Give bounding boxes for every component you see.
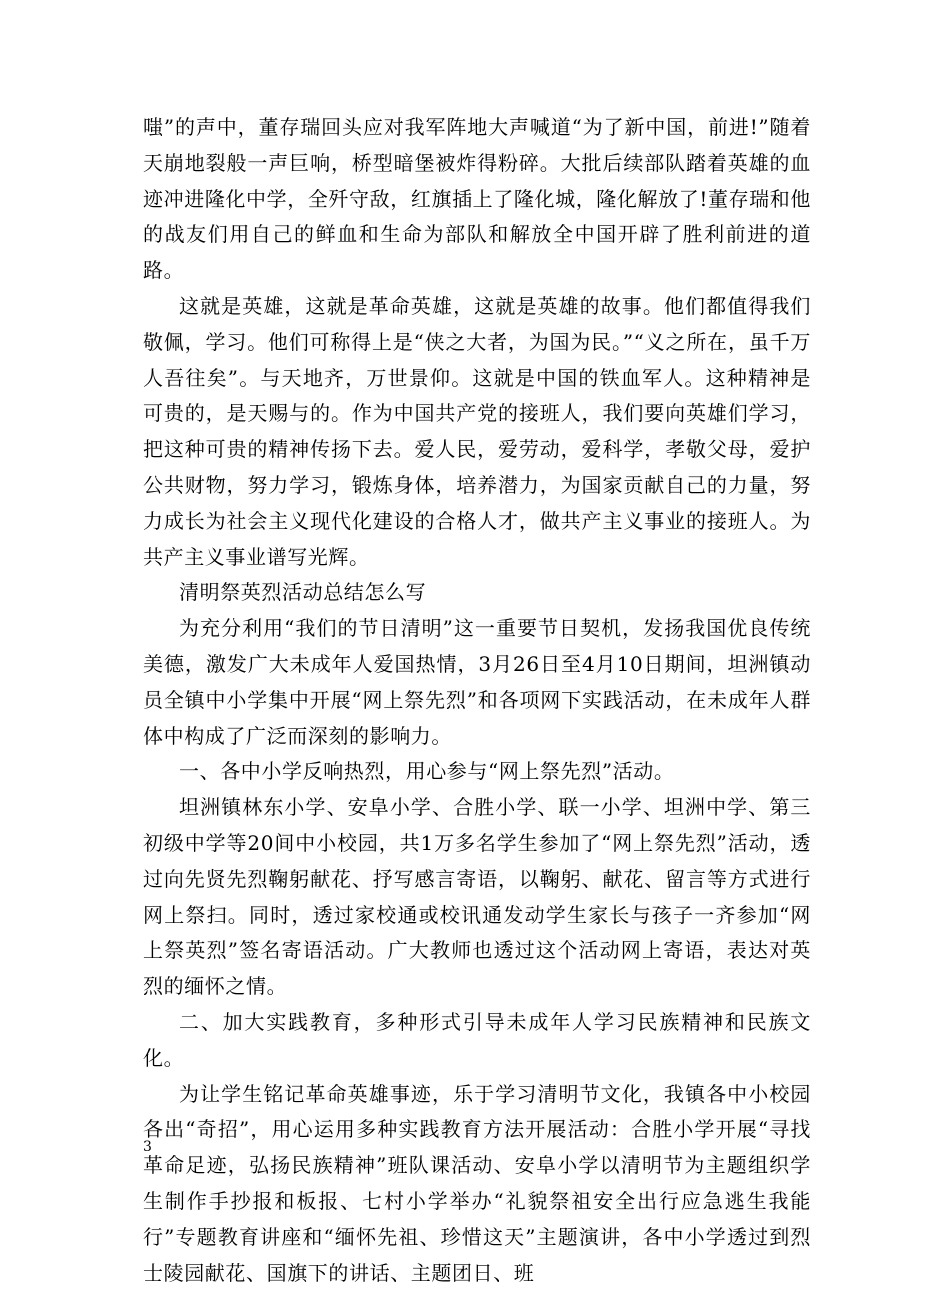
paragraph-online-activity: 坦洲镇林东小学、安阜小学、合胜小学、联一小学、坦洲中学、第三初级中学等20间中小校园，共1万多名学生参加了“网上祭先烈”活动，透过向先贤先烈鞠躬献花、抒写感言寄语，以鞠躬、献花、留言等方式进行网上祭扫。同时，透过家校通或校讯通发动学生家长与孩子一齐参加“网上祭英烈”签名寄语活动。广大教师也透过这个活动网上寄语，表达对英烈的缅怀之情。	[143, 795, 811, 999]
paragraph-summary-intro: 为充分利用“我们的节日清明”这一重要节日契机，发扬我国优良传统美德，激发广大未成年人爱国热情，3月26日至4月10日期间，坦洲镇动员全镇中小学集中开展“网上祭先烈”和各项网下实践活动，在未成年人群体中构成了广泛而深刻的影响力。	[143, 616, 811, 748]
subheading-one: 一、各中小学反响热烈，用心参与“网上祭先烈”活动。	[179, 759, 675, 784]
paragraph-practice-education: 为让学生铭记革命英雄事迹，乐于学习清明节文化，我镇各中小校园各出“奇招”，用心运用多种实践教育方法开展活动：合胜小学开展“寻找革命足迹，弘扬民族精神”班队课活动、安阜小学以清明节为主题组织学生制作手抄报和板报、七村小学举办“礼貌祭祖安全出行应急逃生我能行”专题教育讲座和“缅怀先祖、珍惜这天”主题演讲，各中小学透过到烈士陵园献花、国旗下的讲话、主题团日、班	[143, 1081, 811, 1285]
section-heading: 清明祭英烈活动总结怎么写	[179, 580, 427, 605]
document-body	[143, 110, 811, 1291]
subheading-two: 二、加大实践教育，多种形式引导未成年人学习民族精神和民族文化。	[143, 1009, 811, 1070]
page-number: 3	[143, 1139, 152, 1155]
paragraph-story-ending: 嗤”的声中，董存瑞回头应对我军阵地大声喊道“为了新中国，前进!”随着天崩地裂般一声巨响，桥型暗堡被炸得粉碎。大批后续部队踏着英雄的血迹冲进隆化中学，全歼守敌，红旗插上了隆化城，隆化解放了!董存瑞和他的战友们用自己的鲜血和生命为部队和解放全中国开辟了胜利前进的道路。	[143, 115, 811, 283]
paragraph-hero-reflection: 这就是英雄，这就是革命英雄，这就是英雄的故事。他们都值得我们敬佩，学习。他们可称得上是“侠之大者，为国为民。”“义之所在，虽千万人吾往矣”。与天地齐，万世景仰。这就是中国的铁血军人。这种精神是可贵的，是天赐与的。作为中国共产党的接班人，我们要向英雄们学习，把这种可贵的精神传扬下去。爱人民，爱劳动，爱科学，孝敬父母，爱护公共财物，努力学习，锻炼身体，培养潜力，为国家贡献自己的力量，努力成长为社会主义现代化建设的合格人才，做共产主义事业的接班人。为共产主义事业谱写光辉。	[143, 293, 811, 569]
